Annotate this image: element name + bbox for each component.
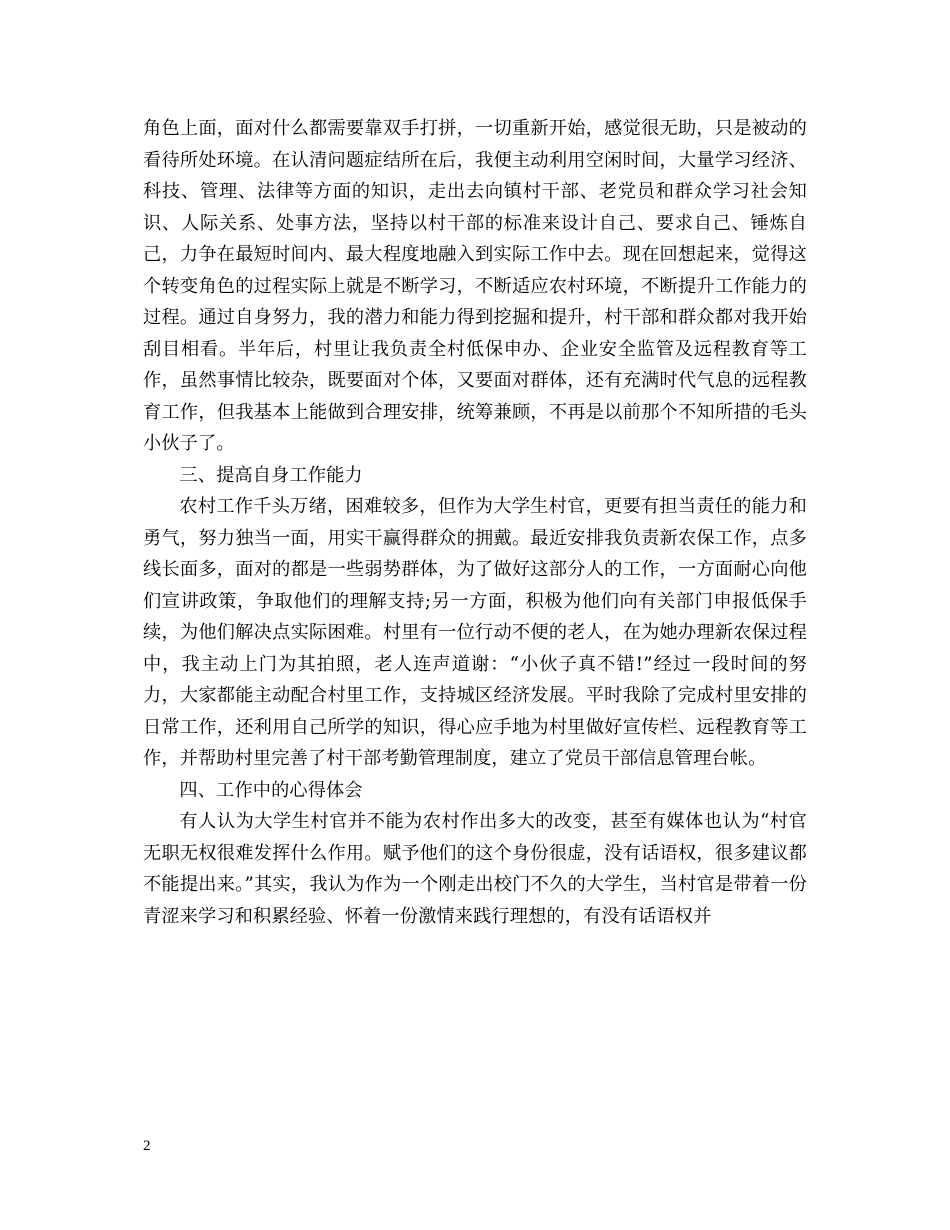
paragraph-work-ability: 农村工作千头万绪，困难较多，但作为大学生村官，更要有担当责任的能力和勇气，努力独当一面，用实干赢得群众的拥戴。最近安排我负责新农保工作，点多线长面多，面对的都是一些弱势群体，为了做好这部分人的工作，一方面耐心向他们宣讲政策，争取他们的理解支持;另一方面，积极为他们向有关部门申报低保手续，为他们解决点实际困难。村里有一位行动不便的老人，在为她办理新农保过程中，我主动上门为其拍照，老人连声道谢：“小伙子真不错!”经过一段时间的努力，大家都能主动配合村里工作，支持城区经济发展。平时我除了完成村里安排的日常工作，还利用自己所学的知识，得心应手地为村里做好宣传栏、远程教育等工作，并帮助村里完善了村干部考勤管理制度，建立了党员干部信息管理台帐。 (143, 496, 807, 769)
paragraph-experience: 有人认为大学生村官并不能为农村作出多大的改变，甚至有媒体也认为“村官无职无权很难发挥什么作用。赋予他们的这个身份很虚，没有话语权，很多建议都不能提出来。”其实，我认为作为一个刚走出校门不久的大学生，当村官是带着一份青涩来学习和积累经验、怀着一份激情来践行理想的，有没有话语权并 (143, 811, 807, 927)
paragraph-continued: 角色上面，面对什么都需要靠双手打拼，一切重新开始，感觉很无助，只是被动的看待所处环境。在认清问题症结所在后，我便主动利用空闲时间，大量学习经济、科技、管理、法律等方面的知识，走出去向镇村干部、老党员和群众学习社会知识、人际关系、处事方法，坚持以村干部的标准来设计自己、要求自己、锤炼自己，力争在最短时间内、最大程度地融入到实际工作中去。现在回想起来，觉得这个转变角色的过程实际上就是不断学习，不断适应农村环境，不断提升工作能力的过程。通过自身努力，我的潜力和能力得到挖掘和提升，村干部和群众都对我开始刮目相看。半年后，村里让我负责全村低保申办、企业安全监管及远程教育等工作，虽然事情比较杂，既要面对个体，又要面对群体，还有充满时代气息的远程教育工作，但我基本上能做到合理安排，统筹兼顾，不再是以前那个不知所措的毛头小伙子了。 (143, 118, 807, 454)
section-heading-3: 三、提高自身工作能力 (179, 464, 363, 486)
section-heading-4: 四、工作中的心得体会 (179, 779, 363, 801)
page-number: 2 (143, 1138, 151, 1154)
document-body (143, 113, 807, 932)
